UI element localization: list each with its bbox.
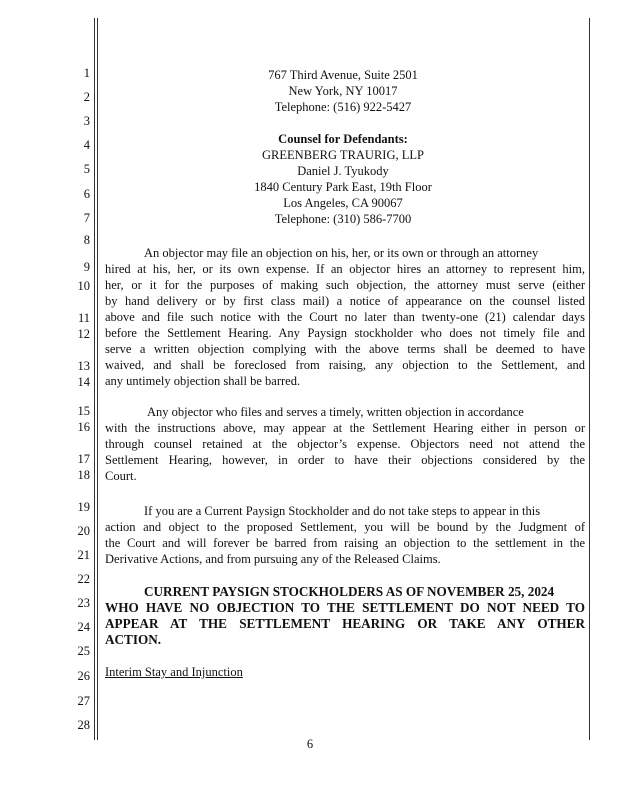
counsel-heading: Counsel for Defendants: (278, 132, 408, 146)
page-number: 6 (306, 737, 314, 751)
paragraph-line: Any objector who files and serves a timely, written objection in accordance (147, 405, 524, 419)
line-number: 5 (83, 162, 90, 176)
paragraph-line: through counsel retained at the objector’s expense. Objectors need not attend the (105, 437, 585, 451)
paragraph-line: serve a written objection complying with the above terms shall be deemed to have (105, 342, 585, 356)
bold-notice-line: APPEAR AT THE SETTLEMENT HEARING OR TAKE ANY OTHER (105, 616, 585, 631)
address-line: New York, NY 10017 (288, 84, 398, 98)
counsel-line: GREENBERG TRAURIG, LLP (262, 148, 424, 162)
line-number: 17 (77, 452, 90, 466)
line-number: 28 (77, 718, 90, 732)
paragraph-line: hired at his, her, or its own expense. If an objector hires an attorney to represent him, (105, 262, 585, 276)
paragraph-line: waived, and shall be foreclosed from raising, any objection to the Settlement, and (105, 358, 585, 372)
section-heading: Interim Stay and Injunction (105, 665, 243, 679)
line-number: 25 (77, 644, 90, 658)
paragraph-line: her, or it for the purposes of making such objection, the attorney must serve (either (105, 278, 585, 292)
line-number: 20 (77, 524, 90, 538)
line-number: 27 (77, 694, 90, 708)
bold-notice-line: ACTION. (105, 632, 162, 647)
line-number: 14 (77, 375, 90, 389)
line-number: 13 (77, 359, 90, 373)
paragraph-line: any untimely objection shall be barred. (105, 374, 301, 388)
line-number: 11 (77, 311, 90, 325)
line-number: 15 (77, 404, 90, 418)
paragraph-line: Derivative Actions, and from pursuing any of the Released Claims. (105, 552, 441, 566)
line-number: 21 (77, 548, 90, 562)
paragraph-line: Settlement Hearing, however, in order to have their objections considered by the (105, 453, 585, 467)
paragraph-line: with the instructions above, may appear at the Settlement Hearing either in person or (105, 421, 585, 435)
line-number: 22 (77, 572, 90, 586)
line-number: 3 (83, 114, 90, 128)
line-number: 24 (77, 620, 90, 634)
line-number: 26 (77, 669, 90, 683)
paragraph-line: If you are a Current Paysign Stockholder and do not take steps to appear in this (144, 504, 541, 518)
left-margin-rule-inner (97, 18, 98, 740)
counsel-line: Daniel J. Tyukody (297, 164, 389, 178)
bold-notice-line: CURRENT PAYSIGN STOCKHOLDERS AS OF NOVEMBER 25, 2024 (144, 584, 555, 599)
paragraph-line: above and file such notice with the Court no later than twenty-one (21) calendar days (105, 310, 585, 324)
line-number: 7 (83, 211, 90, 225)
line-number: 1 (83, 66, 90, 80)
left-margin-rule-outer (94, 18, 95, 740)
address-line: Telephone: (516) 922-5427 (274, 100, 412, 114)
line-number: 18 (77, 468, 90, 482)
line-number: 10 (77, 279, 90, 293)
paragraph-line: Court. (105, 469, 137, 483)
line-number: 4 (83, 138, 90, 152)
bold-notice-line: WHO HAVE NO OBJECTION TO THE SETTLEMENT DO NOT NEED TO (105, 600, 585, 615)
paragraph-line: before the Settlement Hearing. Any Paysign stockholder who does not timely file and (105, 326, 585, 340)
line-number: 19 (77, 500, 90, 514)
address-line: 767 Third Avenue, Suite 2501 (268, 68, 418, 82)
paragraph-line: An objector may file an objection on his, her, or its own or through an attorney (144, 246, 539, 260)
line-number: 12 (77, 327, 90, 341)
line-number: 2 (83, 90, 90, 104)
right-margin-rule (589, 18, 590, 740)
line-number: 23 (77, 596, 90, 610)
line-number: 6 (83, 187, 90, 201)
counsel-line: Telephone: (310) 586-7700 (274, 212, 412, 226)
counsel-line: Los Angeles, CA 90067 (283, 196, 403, 210)
paragraph-line: action and object to the proposed Settlement, you will be bound by the Judgment of (105, 520, 585, 534)
line-number: 16 (77, 420, 90, 434)
paragraph-line: the Court and will forever be barred from raising an objection to the settlement in the (105, 536, 585, 550)
paragraph-line: by hand delivery or by first class mail) a notice of appearance on the counsel listed (105, 294, 585, 308)
line-number: 9 (83, 260, 90, 274)
line-number: 8 (83, 233, 90, 247)
counsel-line: 1840 Century Park East, 19th Floor (254, 180, 432, 194)
